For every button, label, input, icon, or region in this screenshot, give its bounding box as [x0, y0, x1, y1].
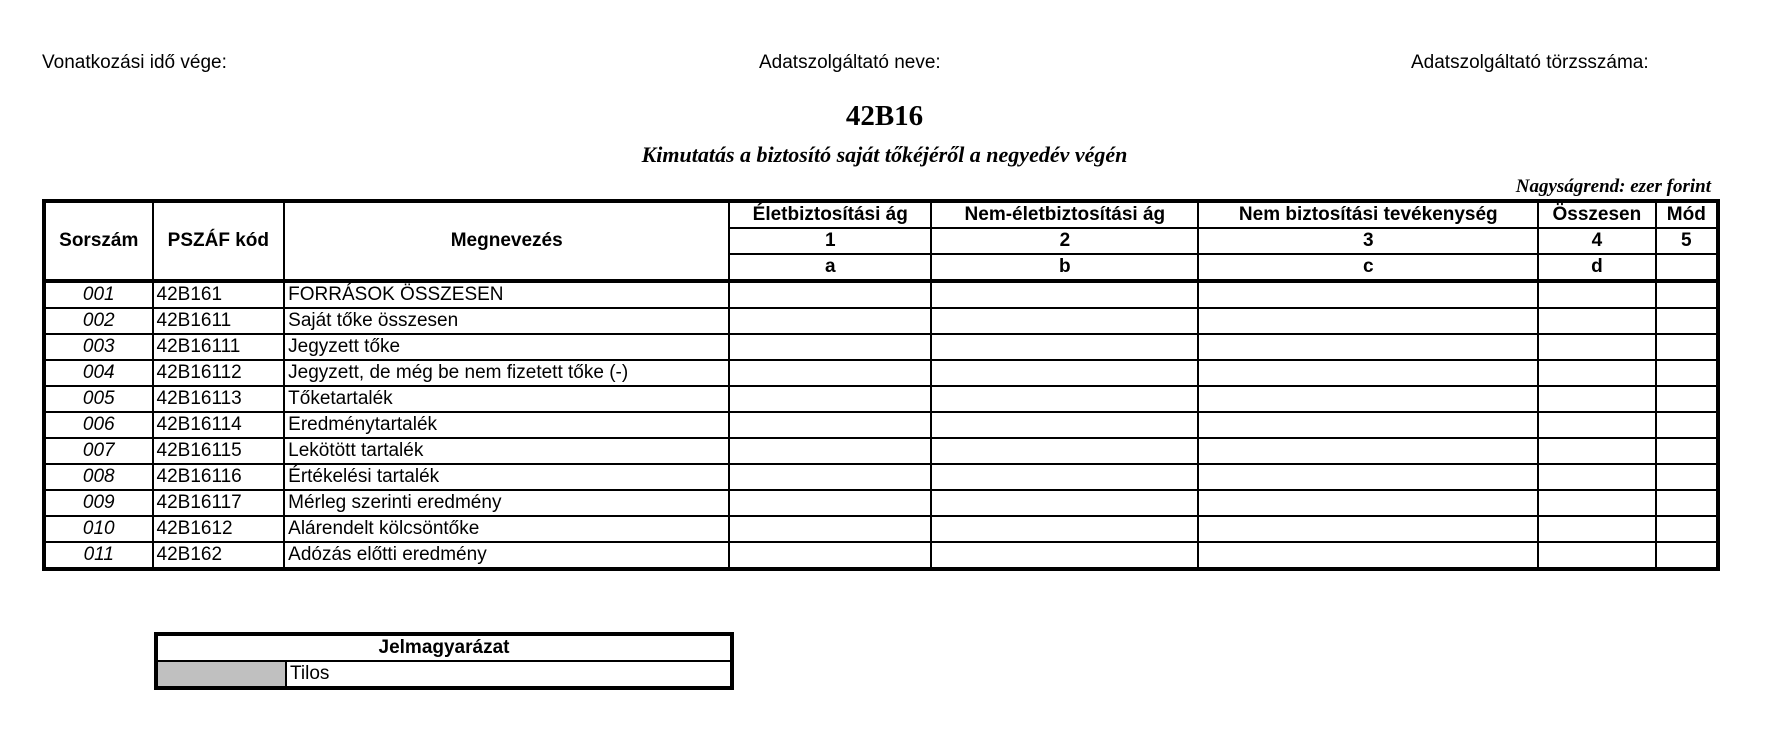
data-cell[interactable] — [931, 542, 1198, 569]
data-cell[interactable] — [1538, 281, 1656, 308]
data-cell[interactable] — [1656, 334, 1718, 360]
data-cell[interactable] — [1656, 490, 1718, 516]
table-row — [44, 516, 1718, 542]
data-cell[interactable] — [931, 308, 1198, 334]
row-pszaf-code: 42B16115 — [153, 438, 285, 464]
row-number: 001 — [44, 281, 153, 308]
row-name: Alárendelt kölcsöntőke — [284, 516, 729, 542]
data-cell[interactable] — [729, 438, 931, 464]
legend-table — [154, 632, 734, 690]
data-cell[interactable] — [931, 412, 1198, 438]
data-cell[interactable] — [1538, 360, 1656, 386]
header-reference-period: Vonatkozási idő vége: — [42, 52, 227, 73]
data-cell[interactable] — [1538, 438, 1656, 464]
data-cell[interactable] — [1656, 464, 1718, 490]
row-pszaf-code: 42B16112 — [153, 360, 285, 386]
col-header-group: Életbiztosítási ág — [729, 201, 931, 228]
data-cell[interactable] — [729, 516, 931, 542]
row-pszaf-code: 42B16116 — [153, 464, 285, 490]
data-cell[interactable] — [931, 516, 1198, 542]
data-cell[interactable] — [1538, 490, 1656, 516]
data-cell[interactable] — [729, 464, 931, 490]
header-provider-name: Adatszolgáltató neve: — [759, 52, 941, 73]
table-row — [44, 464, 1718, 490]
data-cell[interactable] — [1538, 542, 1656, 569]
row-number: 010 — [44, 516, 153, 542]
table-row — [44, 412, 1718, 438]
data-cell[interactable] — [1198, 281, 1538, 308]
data-cell[interactable] — [1198, 386, 1538, 412]
form-code: 42B16 — [845, 100, 924, 132]
data-cell[interactable] — [931, 490, 1198, 516]
data-cell[interactable] — [729, 490, 931, 516]
row-pszaf-code: 42B16113 — [153, 386, 285, 412]
data-cell[interactable] — [1198, 308, 1538, 334]
col-header-megnevezes: Megnevezés — [284, 201, 729, 281]
row-number: 002 — [44, 308, 153, 334]
data-cell[interactable] — [1656, 386, 1718, 412]
data-cell[interactable] — [729, 542, 931, 569]
row-name: Jegyzett, de még be nem fizetett tőke (-) — [284, 360, 729, 386]
data-cell[interactable] — [1198, 490, 1538, 516]
col-letter: d — [1538, 254, 1656, 281]
col-header-sorszam: Sorszám — [44, 201, 153, 281]
col-letter: a — [729, 254, 931, 281]
data-cell[interactable] — [729, 334, 931, 360]
col-header-group: Nem-életbiztosítási ág — [931, 201, 1198, 228]
col-header-group: Nem biztosítási tevékenység — [1198, 201, 1538, 228]
row-number: 008 — [44, 464, 153, 490]
table-row — [44, 281, 1718, 308]
row-name: Értékelési tartalék — [284, 464, 729, 490]
col-header-group: Összesen — [1538, 201, 1656, 228]
row-pszaf-code: 42B162 — [153, 542, 285, 569]
row-pszaf-code: 42B16117 — [153, 490, 285, 516]
col-letter: c — [1198, 254, 1538, 281]
table-row — [44, 490, 1718, 516]
data-cell[interactable] — [931, 386, 1198, 412]
col-number: 2 — [931, 228, 1198, 254]
data-cell[interactable] — [729, 308, 931, 334]
row-number: 004 — [44, 360, 153, 386]
row-number: 009 — [44, 490, 153, 516]
col-header-pszaf: PSZÁF kód — [153, 201, 285, 281]
table-row — [44, 438, 1718, 464]
col-letter: b — [931, 254, 1198, 281]
table-row — [44, 542, 1718, 569]
data-cell[interactable] — [1656, 542, 1718, 569]
data-cell[interactable] — [1656, 438, 1718, 464]
data-cell[interactable] — [931, 281, 1198, 308]
header-provider-id: Adatszolgáltató törzsszáma: — [1411, 52, 1649, 73]
col-number: 4 — [1538, 228, 1656, 254]
table-row — [44, 308, 1718, 334]
data-cell[interactable] — [1538, 308, 1656, 334]
data-cell[interactable] — [1198, 464, 1538, 490]
col-number: 1 — [729, 228, 931, 254]
data-cell[interactable] — [729, 360, 931, 386]
data-cell[interactable] — [1538, 386, 1656, 412]
row-pszaf-code: 42B1612 — [153, 516, 285, 542]
table-row — [44, 334, 1718, 360]
legend-item-label: Tilos — [286, 661, 732, 688]
legend-swatch — [156, 661, 286, 688]
data-cell[interactable] — [729, 412, 931, 438]
row-name: Tőketartalék — [284, 386, 729, 412]
unit-note: Nagyságrend: ezer forint — [1515, 176, 1711, 197]
row-number: 005 — [44, 386, 153, 412]
data-cell[interactable] — [1198, 334, 1538, 360]
row-number: 006 — [44, 412, 153, 438]
data-cell[interactable] — [1656, 308, 1718, 334]
data-cell[interactable] — [1198, 360, 1538, 386]
data-cell[interactable] — [1198, 542, 1538, 569]
data-cell[interactable] — [931, 438, 1198, 464]
row-number: 003 — [44, 334, 153, 360]
row-name: FORRÁSOK ÖSSZESEN — [284, 281, 729, 308]
row-name: Adózás előtti eredmény — [284, 542, 729, 569]
data-cell[interactable] — [729, 281, 931, 308]
data-cell[interactable] — [1656, 360, 1718, 386]
row-name: Mérleg szerinti eredmény — [284, 490, 729, 516]
col-letter — [1656, 254, 1718, 281]
data-cell[interactable] — [1656, 281, 1718, 308]
row-pszaf-code: 42B16111 — [153, 334, 285, 360]
col-header-group: Mód — [1656, 201, 1718, 228]
table-row — [44, 386, 1718, 412]
data-cell[interactable] — [1656, 412, 1718, 438]
data-cell[interactable] — [1198, 438, 1538, 464]
row-number: 007 — [44, 438, 153, 464]
legend-title: Jelmagyarázat — [156, 634, 732, 661]
data-cell[interactable] — [1198, 412, 1538, 438]
form-title: Kimutatás a biztosító saját tőkéjéről a negyedév végén — [641, 142, 1128, 167]
data-cell[interactable] — [1538, 464, 1656, 490]
row-name: Jegyzett tőke — [284, 334, 729, 360]
data-cell[interactable] — [1656, 516, 1718, 542]
data-cell[interactable] — [1198, 516, 1538, 542]
capital-table — [42, 199, 1720, 571]
col-number: 5 — [1656, 228, 1718, 254]
row-name: Lekötött tartalék — [284, 438, 729, 464]
data-cell[interactable] — [1538, 412, 1656, 438]
row-pszaf-code: 42B161 — [153, 281, 285, 308]
col-number: 3 — [1198, 228, 1538, 254]
data-cell[interactable] — [931, 360, 1198, 386]
data-cell[interactable] — [1538, 516, 1656, 542]
data-cell[interactable] — [1538, 334, 1656, 360]
row-pszaf-code: 42B16114 — [153, 412, 285, 438]
row-name: Saját tőke összesen — [284, 308, 729, 334]
table-row — [44, 360, 1718, 386]
row-pszaf-code: 42B1611 — [153, 308, 285, 334]
data-cell[interactable] — [729, 386, 931, 412]
row-name: Eredménytartalék — [284, 412, 729, 438]
row-number: 011 — [44, 542, 153, 569]
data-cell[interactable] — [931, 334, 1198, 360]
data-cell[interactable] — [931, 464, 1198, 490]
